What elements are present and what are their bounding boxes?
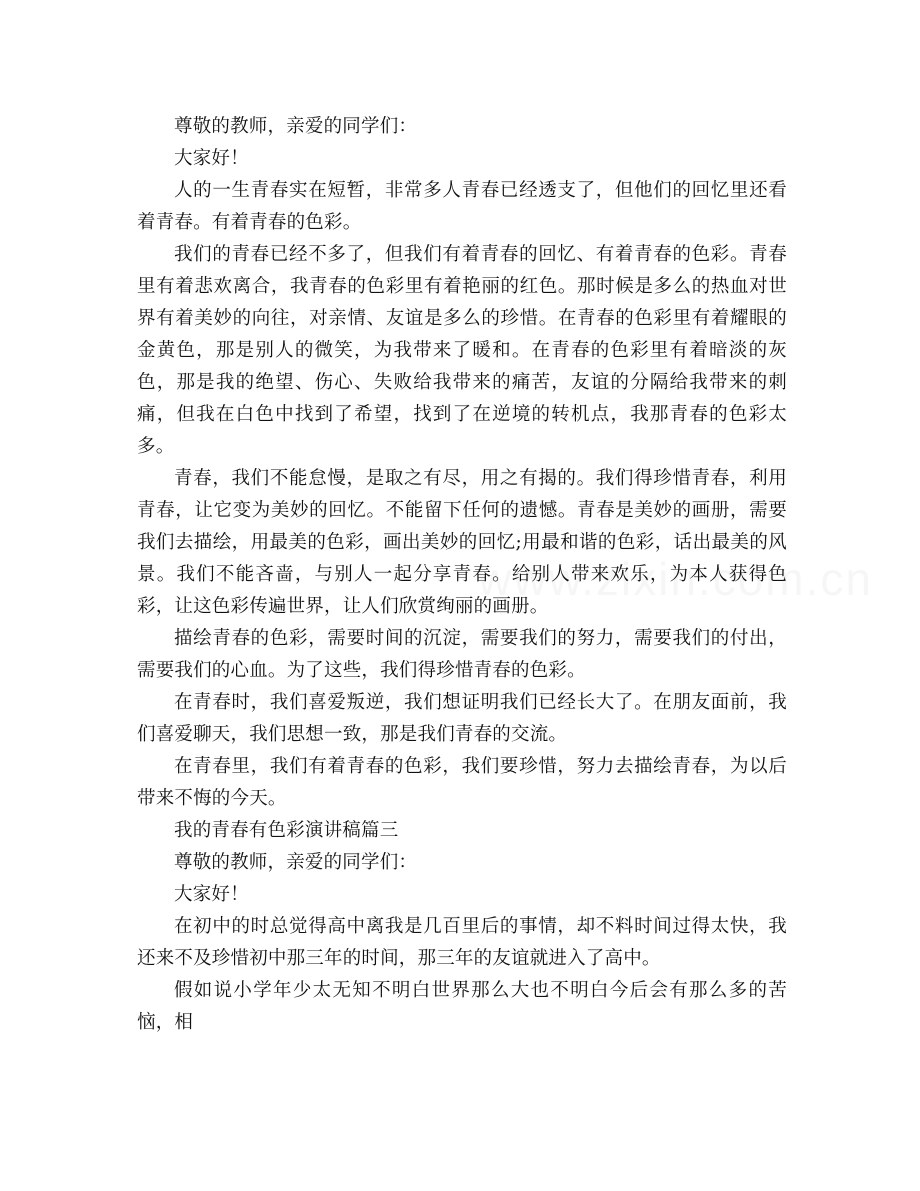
paragraph: 人的一生青春实在短暂，非常多人青春已经透支了，但他们的回忆里还看着青春。有着青春的色彩。 <box>137 180 787 233</box>
salutation: 尊敬的教师，亲爱的同学们： <box>174 852 418 873</box>
paragraph: 在初中的时总觉得高中离我是几百里后的事情，却不料时间过得太快，我还来不及珍惜初中那三年的时间，那三年的友谊就进入了高中。 <box>137 916 787 969</box>
paragraph: 描绘青春的色彩，需要时间的沉淀，需要我们的努力，需要我们的付出，需要我们的心血。为了这些，我们得珍惜青春的色彩。 <box>137 628 787 681</box>
section-title: 我的青春有色彩演讲稿篇三 <box>174 820 399 841</box>
paragraph: 假如说小学年少太无知不明白世界那么大也不明白今后会有那么多的苦恼，相 <box>137 980 787 1033</box>
paragraph: 在青春里，我们有着青春的色彩，我们要珍惜，努力去描绘青春，为以后带来不悔的今天。 <box>137 756 787 809</box>
greeting: 大家好！ <box>174 884 249 905</box>
paragraph: 我们的青春已经不多了，但我们有着青春的回忆、有着青春的色彩。青春里有着悲欢离合，我青春的色彩里有着艳丽的红色。那时候是多么的热血对世界有着美妙的向往，对亲情、友谊是多么的珍惜。在青春的色彩里有着耀眼的金黄色，那是别人的微笑，为我带来了暖和。在青春的色彩里有着暗淡的灰色，那是我的绝望、伤心、失败给我带来的痛苦，友谊的分隔给我带来的刺痛，但我在白色中找到了希望，找到了在逆境的转机点，我那青春的色彩太多。 <box>137 244 787 457</box>
salutation: 尊敬的教师，亲爱的同学们： <box>174 116 418 137</box>
greeting: 大家好！ <box>174 148 249 169</box>
paragraph: 在青春时，我们喜爱叛逆，我们想证明我们已经长大了。在朋友面前，我们喜爱聊天，我们思想一致，那是我们青春的交流。 <box>137 692 787 745</box>
document-body <box>137 111 787 1039</box>
paragraph: 青春，我们不能怠慢，是取之有尽，用之有揭的。我们得珍惜青春，利用青春，让它变为美妙的回忆。不能留下任何的遗憾。青春是美妙的画册，需要我们去描绘，用最美的色彩，画出美妙的回忆;用最和谐的色彩，话出最美的风景。我们不能吝啬，与别人一起分享青春。给别人带来欢乐，为本人获得色彩，让这色彩传遍世界，让人们欣赏绚丽的画册。 <box>137 468 787 617</box>
